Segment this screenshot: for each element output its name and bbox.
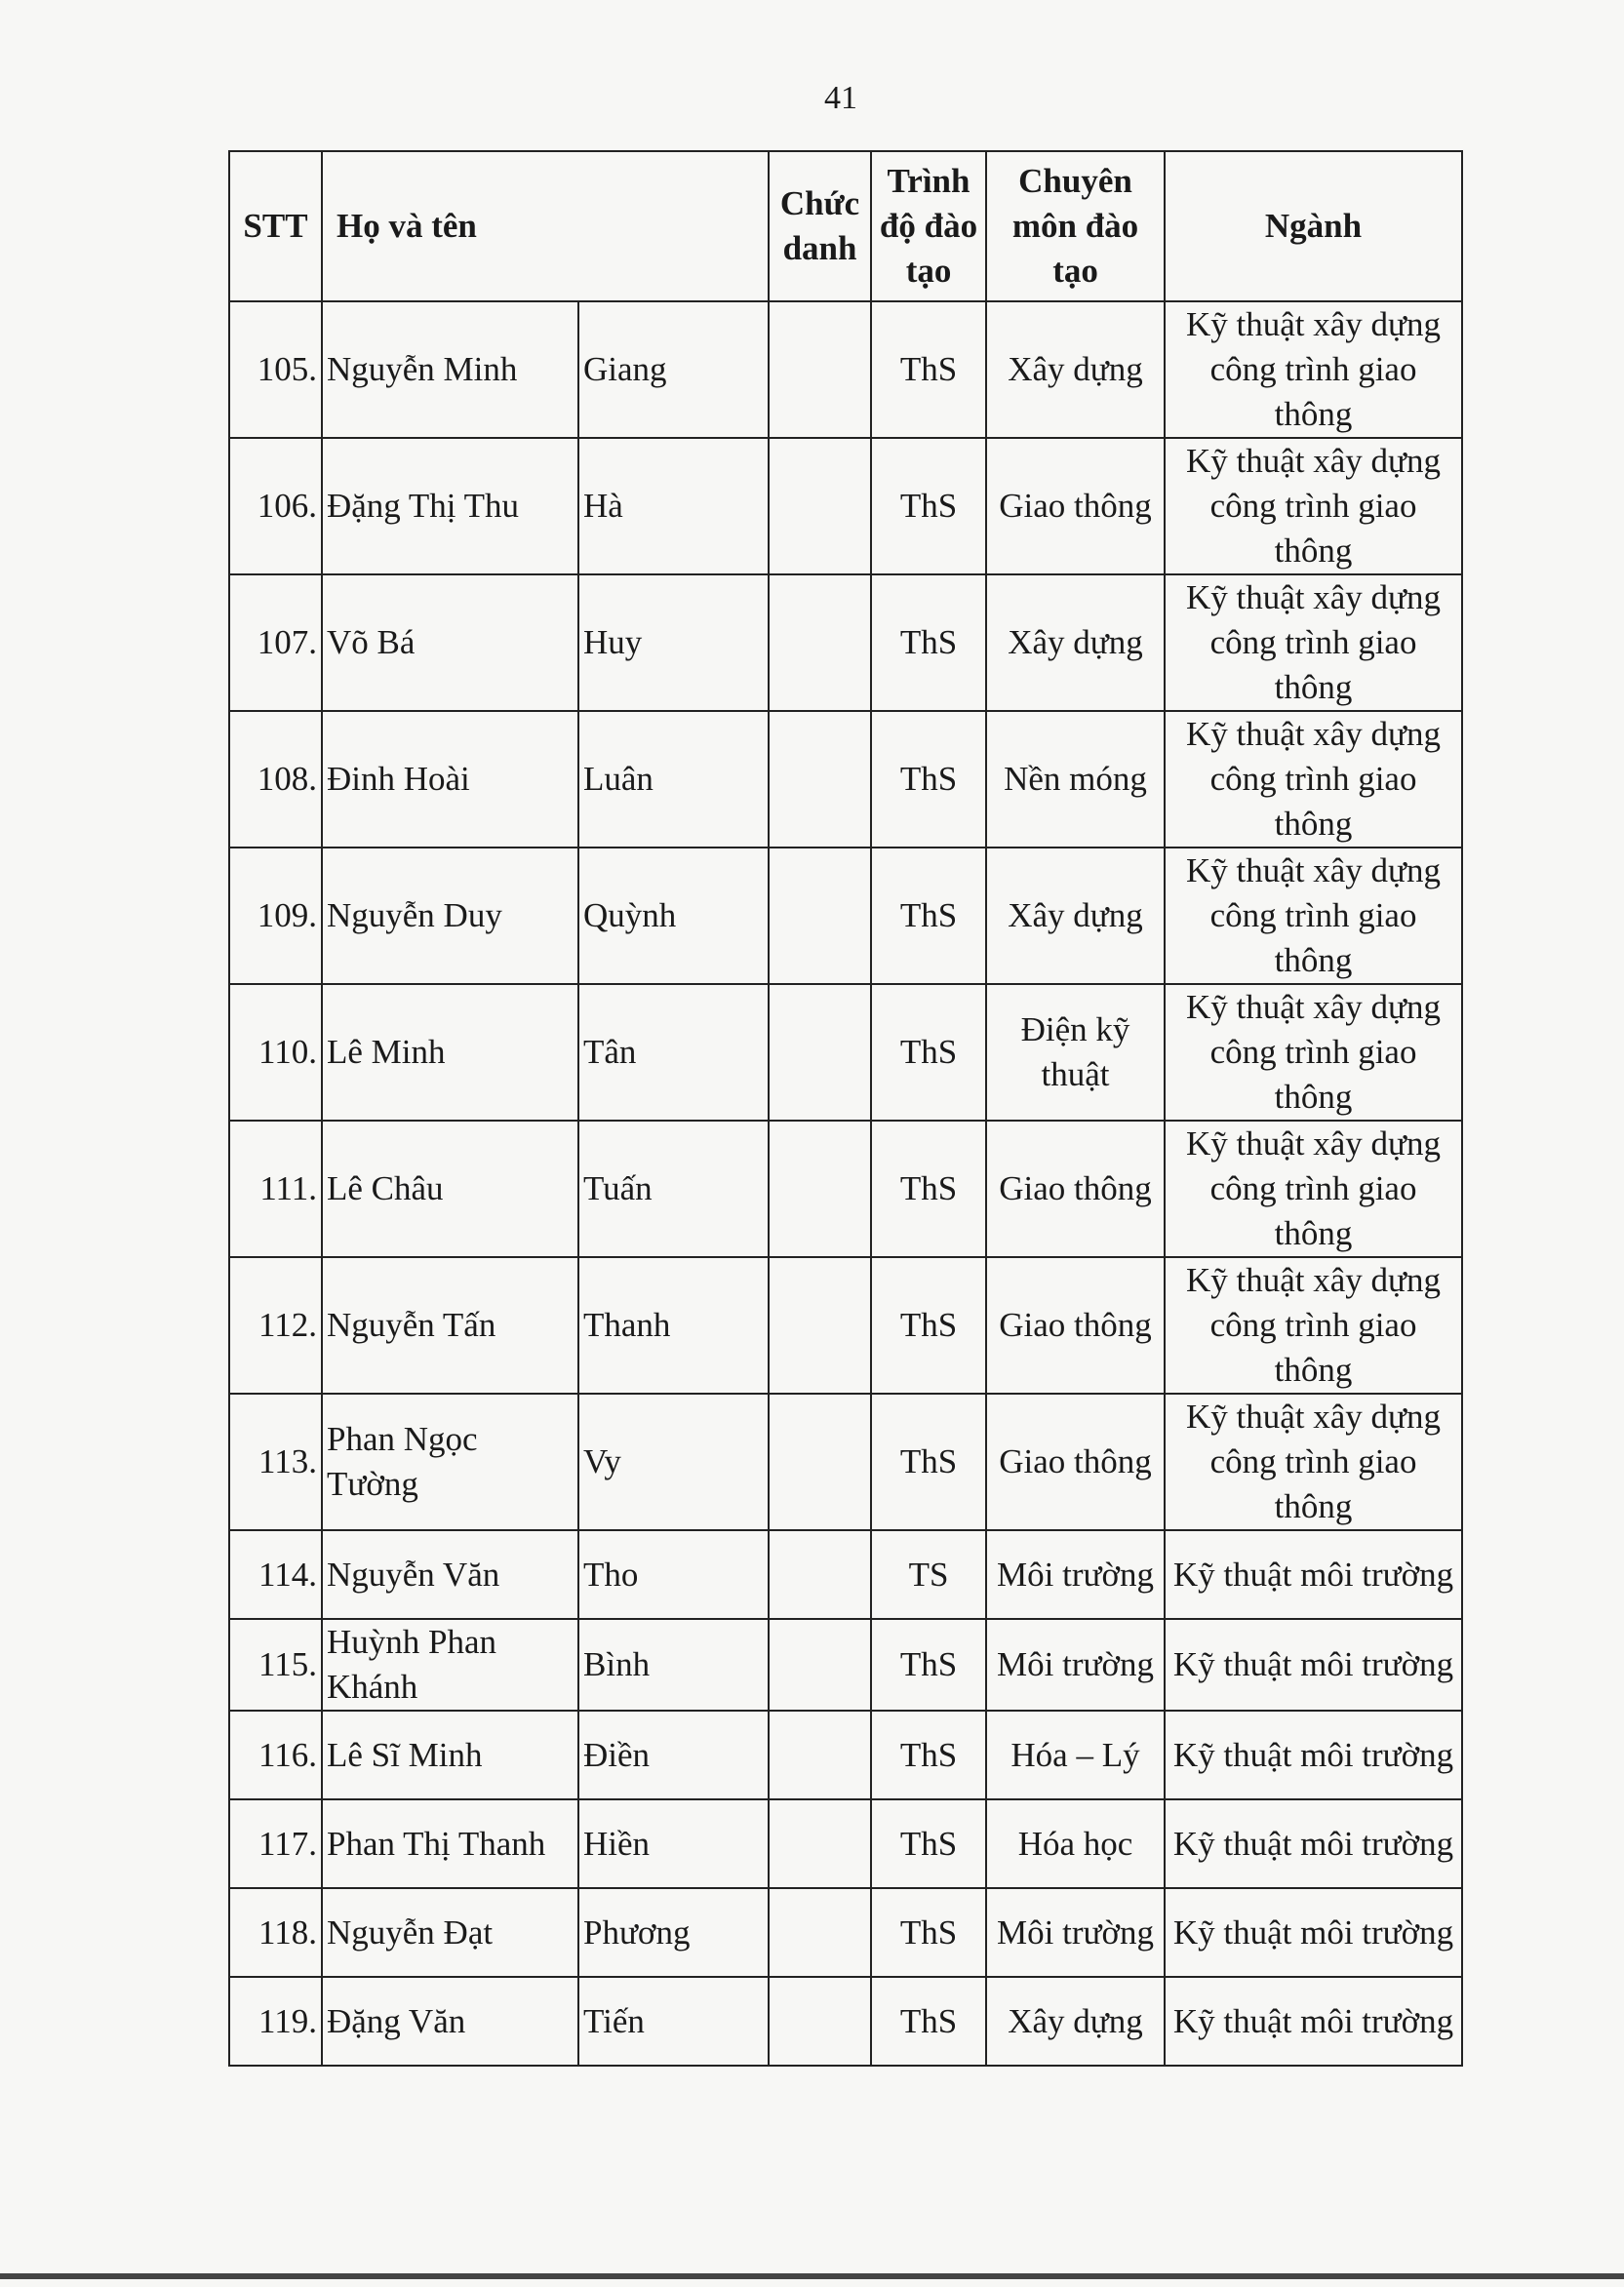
- table-row: [229, 1799, 1462, 1888]
- table-row: [229, 1121, 1462, 1257]
- cell-level: ThS: [871, 301, 986, 438]
- page-number: 41: [824, 80, 857, 116]
- cell-field: Kỹ thuật xây dựng công trình giao thông: [1165, 574, 1462, 711]
- cell-field: Kỹ thuật xây dựng công trình giao thông: [1165, 438, 1462, 574]
- cell-given-name: Tân: [578, 984, 769, 1121]
- cell-specialty: Giao thông: [986, 438, 1165, 574]
- cell-field: Kỹ thuật xây dựng công trình giao thông: [1165, 848, 1462, 984]
- header-name: Họ và tên: [322, 151, 769, 301]
- cell-field: Kỹ thuật xây dựng công trình giao thông: [1165, 301, 1462, 438]
- header-specialty: Chuyên môn đào tạo: [986, 151, 1165, 301]
- table-header-row: [229, 151, 1462, 301]
- cell-title: [769, 1257, 871, 1394]
- cell-title: [769, 1799, 871, 1888]
- cell-stt: 111.: [229, 1121, 322, 1257]
- cell-field: Kỹ thuật xây dựng công trình giao thông: [1165, 1121, 1462, 1257]
- cell-specialty: Giao thông: [986, 1394, 1165, 1530]
- cell-level: ThS: [871, 1257, 986, 1394]
- table-row: [229, 848, 1462, 984]
- cell-stt: 116.: [229, 1711, 322, 1799]
- cell-stt: 113.: [229, 1394, 322, 1530]
- bottom-rule: [0, 2273, 1624, 2279]
- cell-level: ThS: [871, 1888, 986, 1977]
- staff-table: [228, 150, 1463, 2067]
- cell-specialty: Điện kỹ thuật: [986, 984, 1165, 1121]
- cell-name: Phan Thị Thanh: [322, 1799, 578, 1888]
- cell-level: TS: [871, 1530, 986, 1619]
- cell-given-name: Tiến: [578, 1977, 769, 2066]
- table-row: [229, 711, 1462, 848]
- cell-level: ThS: [871, 711, 986, 848]
- cell-given-name: Vy: [578, 1394, 769, 1530]
- cell-name: Nguyễn Duy: [322, 848, 578, 984]
- cell-given-name: Huy: [578, 574, 769, 711]
- cell-specialty: Môi trường: [986, 1530, 1165, 1619]
- cell-stt: 105.: [229, 301, 322, 438]
- cell-name: Nguyễn Minh: [322, 301, 578, 438]
- table-row: [229, 1888, 1462, 1977]
- cell-name: Võ Bá: [322, 574, 578, 711]
- cell-specialty: Môi trường: [986, 1888, 1165, 1977]
- cell-name: Nguyễn Đạt: [322, 1888, 578, 1977]
- cell-field: Kỹ thuật môi trường: [1165, 1977, 1462, 2066]
- cell-specialty: Hóa học: [986, 1799, 1165, 1888]
- cell-specialty: Giao thông: [986, 1121, 1165, 1257]
- cell-level: ThS: [871, 1394, 986, 1530]
- cell-name: Đặng Văn: [322, 1977, 578, 2066]
- cell-name: Phan Ngọc Tường: [322, 1394, 578, 1530]
- cell-title: [769, 1619, 871, 1711]
- cell-field: Kỹ thuật xây dựng công trình giao thông: [1165, 711, 1462, 848]
- table-row: [229, 984, 1462, 1121]
- cell-stt: 114.: [229, 1530, 322, 1619]
- cell-specialty: Xây dựng: [986, 301, 1165, 438]
- cell-specialty: Xây dựng: [986, 574, 1165, 711]
- cell-specialty: Nền móng: [986, 711, 1165, 848]
- table-row: [229, 574, 1462, 711]
- table-row: [229, 1530, 1462, 1619]
- cell-level: ThS: [871, 1711, 986, 1799]
- cell-field: Kỹ thuật môi trường: [1165, 1619, 1462, 1711]
- cell-field: Kỹ thuật xây dựng công trình giao thông: [1165, 984, 1462, 1121]
- header-title: Chức danh: [769, 151, 871, 301]
- cell-field: Kỹ thuật môi trường: [1165, 1799, 1462, 1888]
- cell-name: Đinh Hoài: [322, 711, 578, 848]
- cell-name: Lê Sĩ Minh: [322, 1711, 578, 1799]
- header-field: Ngành: [1165, 151, 1462, 301]
- cell-title: [769, 1394, 871, 1530]
- cell-title: [769, 1530, 871, 1619]
- cell-title: [769, 1977, 871, 2066]
- cell-specialty: Môi trường: [986, 1619, 1165, 1711]
- cell-title: [769, 1888, 871, 1977]
- cell-field: Kỹ thuật xây dựng công trình giao thông: [1165, 1257, 1462, 1394]
- cell-given-name: Luân: [578, 711, 769, 848]
- cell-stt: 118.: [229, 1888, 322, 1977]
- cell-given-name: Điền: [578, 1711, 769, 1799]
- cell-given-name: Hiền: [578, 1799, 769, 1888]
- cell-stt: 117.: [229, 1799, 322, 1888]
- cell-title: [769, 574, 871, 711]
- cell-given-name: Tho: [578, 1530, 769, 1619]
- cell-given-name: Thanh: [578, 1257, 769, 1394]
- cell-level: ThS: [871, 848, 986, 984]
- cell-title: [769, 301, 871, 438]
- cell-given-name: Quỳnh: [578, 848, 769, 984]
- table-row: [229, 1394, 1462, 1530]
- cell-given-name: Giang: [578, 301, 769, 438]
- cell-stt: 106.: [229, 438, 322, 574]
- cell-title: [769, 1711, 871, 1799]
- cell-name: Đặng Thị Thu: [322, 438, 578, 574]
- cell-stt: 115.: [229, 1619, 322, 1711]
- cell-name: Huỳnh Phan Khánh: [322, 1619, 578, 1711]
- cell-level: ThS: [871, 438, 986, 574]
- cell-specialty: Hóa – Lý: [986, 1711, 1165, 1799]
- cell-stt: 119.: [229, 1977, 322, 2066]
- cell-title: [769, 848, 871, 984]
- table-row: [229, 438, 1462, 574]
- cell-level: ThS: [871, 1977, 986, 2066]
- cell-stt: 112.: [229, 1257, 322, 1394]
- cell-level: ThS: [871, 1121, 986, 1257]
- cell-level: ThS: [871, 574, 986, 711]
- cell-specialty: Giao thông: [986, 1257, 1165, 1394]
- cell-stt: 107.: [229, 574, 322, 711]
- cell-name: Nguyễn Tấn: [322, 1257, 578, 1394]
- cell-given-name: Bình: [578, 1619, 769, 1711]
- cell-field: Kỹ thuật môi trường: [1165, 1888, 1462, 1977]
- cell-specialty: Xây dựng: [986, 848, 1165, 984]
- cell-given-name: Hà: [578, 438, 769, 574]
- cell-title: [769, 438, 871, 574]
- cell-name: Lê Châu: [322, 1121, 578, 1257]
- cell-stt: 110.: [229, 984, 322, 1121]
- cell-field: Kỹ thuật môi trường: [1165, 1530, 1462, 1619]
- table-row: [229, 301, 1462, 438]
- cell-name: Nguyễn Văn: [322, 1530, 578, 1619]
- cell-stt: 109.: [229, 848, 322, 984]
- cell-field: Kỹ thuật môi trường: [1165, 1711, 1462, 1799]
- cell-level: ThS: [871, 1799, 986, 1888]
- table-row: [229, 1257, 1462, 1394]
- cell-stt: 108.: [229, 711, 322, 848]
- cell-level: ThS: [871, 984, 986, 1121]
- cell-field: Kỹ thuật xây dựng công trình giao thông: [1165, 1394, 1462, 1530]
- table-row: [229, 1977, 1462, 2066]
- cell-specialty: Xây dựng: [986, 1977, 1165, 2066]
- table-row: [229, 1711, 1462, 1799]
- table-row: [229, 1619, 1462, 1711]
- cell-title: [769, 984, 871, 1121]
- cell-name: Lê Minh: [322, 984, 578, 1121]
- cell-given-name: Phương: [578, 1888, 769, 1977]
- cell-title: [769, 711, 871, 848]
- cell-given-name: Tuấn: [578, 1121, 769, 1257]
- header-stt: STT: [229, 151, 322, 301]
- cell-level: ThS: [871, 1619, 986, 1711]
- cell-title: [769, 1121, 871, 1257]
- header-level: Trình độ đào tạo: [871, 151, 986, 301]
